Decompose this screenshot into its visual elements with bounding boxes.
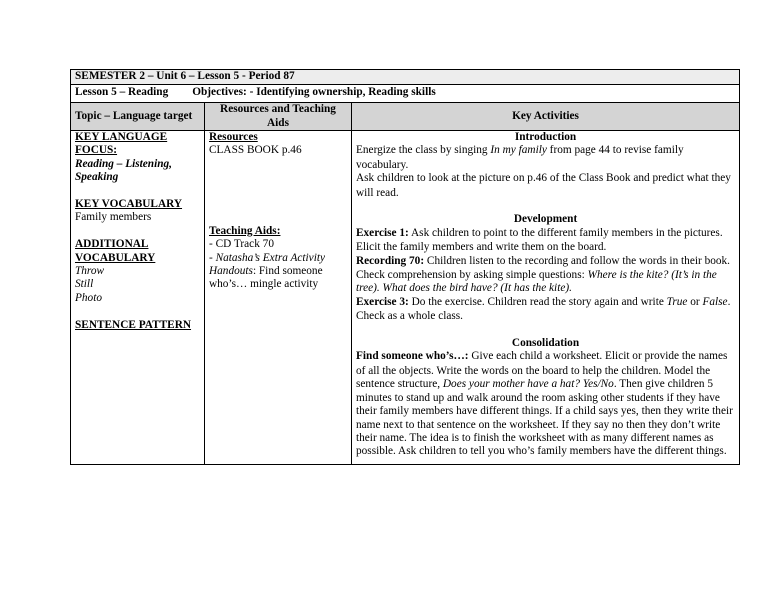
introduction-heading: Introduction (514, 131, 577, 143)
key-language-focus-heading: KEY LANGUAGE FOCUS: (75, 131, 168, 157)
introduction-step-1: Energize the class by singing In my family from page 44 to revise family vocabulary. (356, 144, 684, 171)
lesson-objectives: Objectives: - Identifying ownership, Reading skills (192, 86, 436, 98)
key-vocabulary-value: Family members (75, 211, 152, 224)
semester-row (71, 70, 740, 85)
teaching-aid-cd: - CD Track 70 (209, 238, 274, 251)
semester-title: SEMESTER 2 – Unit 6 – Lesson 5 - Period 87 (71, 70, 740, 85)
teaching-aid-handouts: - Natasha’s Extra Activity Handouts: Find someone who’s… mingle activity (209, 251, 325, 291)
column-header-activities: Key Activities (352, 103, 740, 131)
development-heading: Development (513, 213, 578, 226)
lesson-plan-table (70, 69, 740, 465)
exercise-3: Exercise 3: Do the exercise. Children read the story again and write True or False. Check as a whole class. (356, 295, 731, 323)
lesson-row (71, 85, 740, 103)
teaching-aids-heading: Teaching Aids: (209, 224, 281, 237)
column-header-resources: Resources and Teaching Aids (205, 103, 352, 131)
exercise-1: Exercise 1: Ask children to point to the different family members in the pictures. Elicit the family members and write them on the board. (356, 226, 723, 254)
vocabulary-word: Still (75, 278, 94, 291)
column-header-topic: Topic – Language target (71, 103, 205, 131)
key-vocabulary-heading: KEY VOCABULARY (75, 198, 183, 211)
resources-cell (205, 131, 352, 465)
introduction-step-2: Ask children to look at the picture on p.46 of the Class Book and predict what they will read. (356, 172, 731, 199)
vocabulary-word: Throw (75, 265, 105, 278)
find-someone-activity: Find someone who’s…: Give each child a worksheet. Elicit or provide the names of all the objects. Write the words on the board to help the children. Model the sentence structure, Does your mother have a hat? Yes/No. Then give children 5 minutes to stand up and walk around the room asking other students if they have their family members have different things. If a child says yes, then they write their name next to that sentence on the worksheet. If they say no then they don’t write their name. The idea is to finish the worksheet with as many different names as possible. Ask children to tell you who’s family members have the different things. (356, 350, 733, 458)
key-language-focus-value: Reading – Listening, Speaking (75, 157, 172, 184)
sentence-pattern-heading: SENTENCE PATTERN (75, 318, 192, 331)
activities-cell (352, 131, 740, 465)
column-header-row (71, 103, 740, 131)
content-row (71, 131, 740, 465)
recording-70: Recording 70: Children listen to the recording and follow the words in their book. Check comprehension by asking simple questions: Where is the kite? (It’s in the tree). What does the bird have? (It has the kite). (356, 254, 730, 295)
resources-heading: Resources (209, 131, 258, 143)
vocabulary-word: Photo (75, 291, 102, 304)
consolidation-heading: Consolidation (511, 337, 580, 350)
topic-cell (71, 131, 205, 465)
class-book-reference: CLASS BOOK p.46 (209, 144, 302, 157)
lesson-title: Lesson 5 – Reading (75, 86, 169, 98)
additional-vocabulary-heading: ADDITIONAL VOCABULARY (75, 238, 156, 264)
